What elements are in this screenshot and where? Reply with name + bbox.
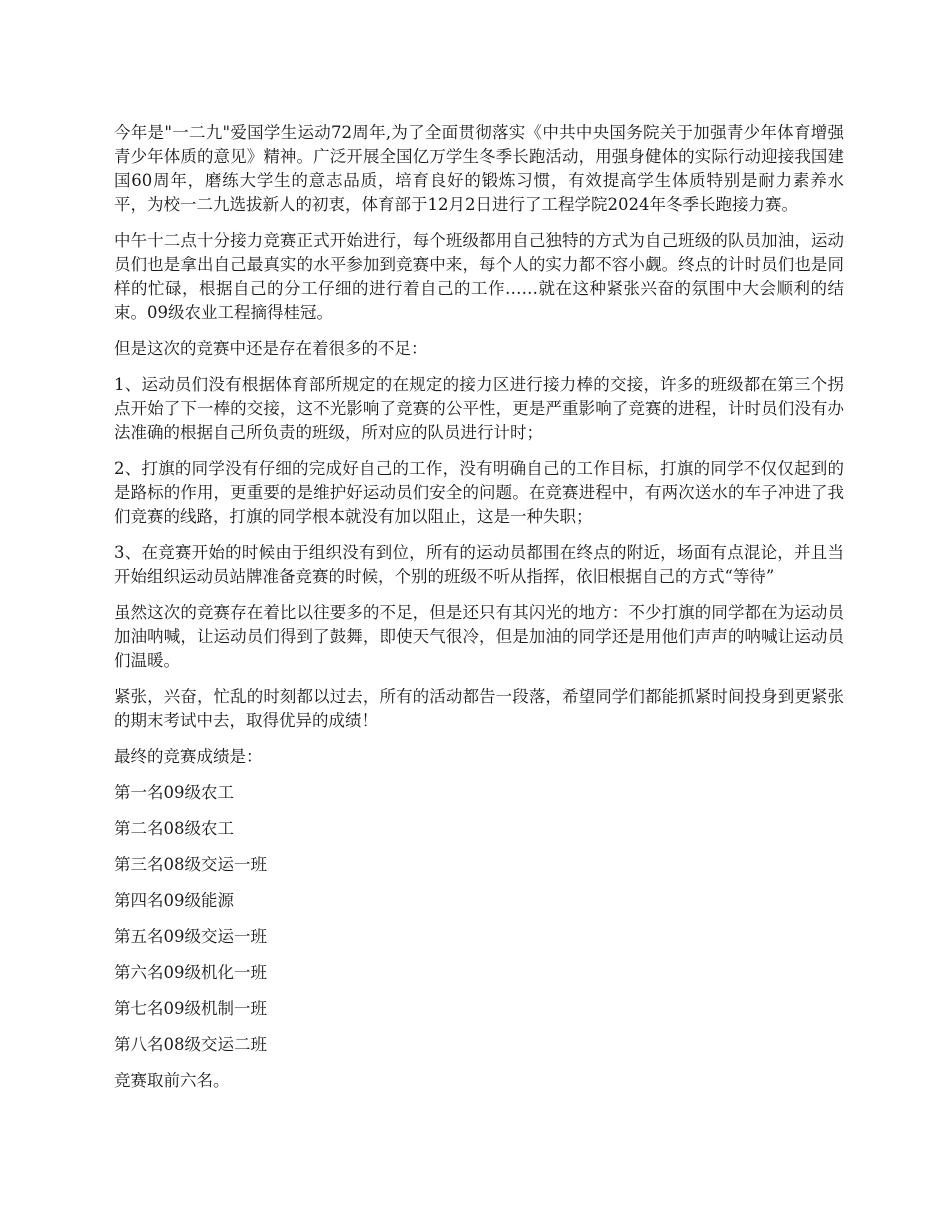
document-body: [114, 121, 844, 1093]
results-list: [114, 781, 844, 1057]
result-item: 第五名09级交运一班: [114, 927, 267, 946]
result-item: 第二名08级农工: [114, 819, 234, 838]
result-item: 第三名08级交运一班: [114, 855, 267, 874]
shortcoming-item-3: 3、在竞赛开始的时候由于组织没有到位，所有的运动员都围在终点的附近，场面有点混论，并且当开始组织运动员站牌准备竞赛的时候，个别的班级不听从指挥，依旧根据自己的方式“等待”: [114, 543, 844, 586]
shortcoming-item-2: 2、打旗的同学没有仔细的完成好自己的工作，没有明确自己的工作目标，打旗的同学不仅仅起到的是路标的作用，更重要的是维护好运动员们安全的问题。在竞赛进程中，有两次送水的车子冲进了我们竞赛的线路，打旗的同学根本就没有加以阻止，这是一种失职；: [114, 459, 844, 526]
results-heading: 最终的竞赛成绩是：: [114, 747, 263, 766]
shortcoming-item-1: 1、运动员们没有根据体育部所规定的在规定的接力区进行接力棒的交接，许多的班级都在第三个拐点开始了下一棒的交接，这不光影响了竞赛的公平性，更是严重影响了竞赛的进程，计时员们没有办法准确的根据自己所负责的班级，所对应的队员进行计时；: [114, 375, 844, 442]
closing-paragraph: 紧张，兴奋，忙乱的时刻都以过去，所有的活动都告一段落，希望同学们都能抓紧时间投身到更紧张的期末考试中去，取得优异的成绩！: [114, 687, 844, 730]
result-item: 第七名09级机制一班: [114, 999, 267, 1018]
results-note: 竞赛取前六名。: [114, 1071, 230, 1090]
result-item: 第六名09级机化一班: [114, 963, 267, 982]
result-item: 第八名08级交运二班: [114, 1035, 267, 1054]
result-item: 第四名09级能源: [114, 891, 234, 910]
intro-paragraph: 今年是"一二九"爱国学生运动72周年,为了全面贯彻落实《中共中央国务院关于加强青少年体育增强青少年体质的意见》精神。广泛开展全国亿万学生冬季长跑活动，用强身健体的实际行动迎接我国建国60周年，磨练大学生的意志品质，培育良好的锻炼习惯，有效提高学生体质特别是耐力素养水平，为校一二九选拔新人的初衷，体育部于12月2日进行了工程学院2024年冬季长跑接力赛。: [114, 123, 844, 214]
result-item: 第一名09级农工: [114, 783, 234, 802]
race-progress-paragraph: 中午十二点十分接力竞赛正式开始进行，每个班级都用自己独特的方式为自己班级的队员加油，运动员们也是拿出自己最真实的水平参加到竞赛中来，每个人的实力都不容小觑。终点的计时员们也是同样的忙碌，根据自己的分工仔细的进行着自己的工作……就在这种紧张兴奋的氛围中大会顺利的结束。09级农业工程摘得桂冠。: [114, 231, 844, 322]
highlights-paragraph: 虽然这次的竞赛存在着比以往要多的不足，但是还只有其闪光的地方：不少打旗的同学都在为运动员加油呐喊，让运动员们得到了鼓舞，即使天气很冷，但是加油的同学还是用他们声声的呐喊让运动员们温暖。: [114, 603, 844, 670]
shortcomings-heading: 但是这次的竞赛中还是存在着很多的不足：: [114, 339, 428, 358]
